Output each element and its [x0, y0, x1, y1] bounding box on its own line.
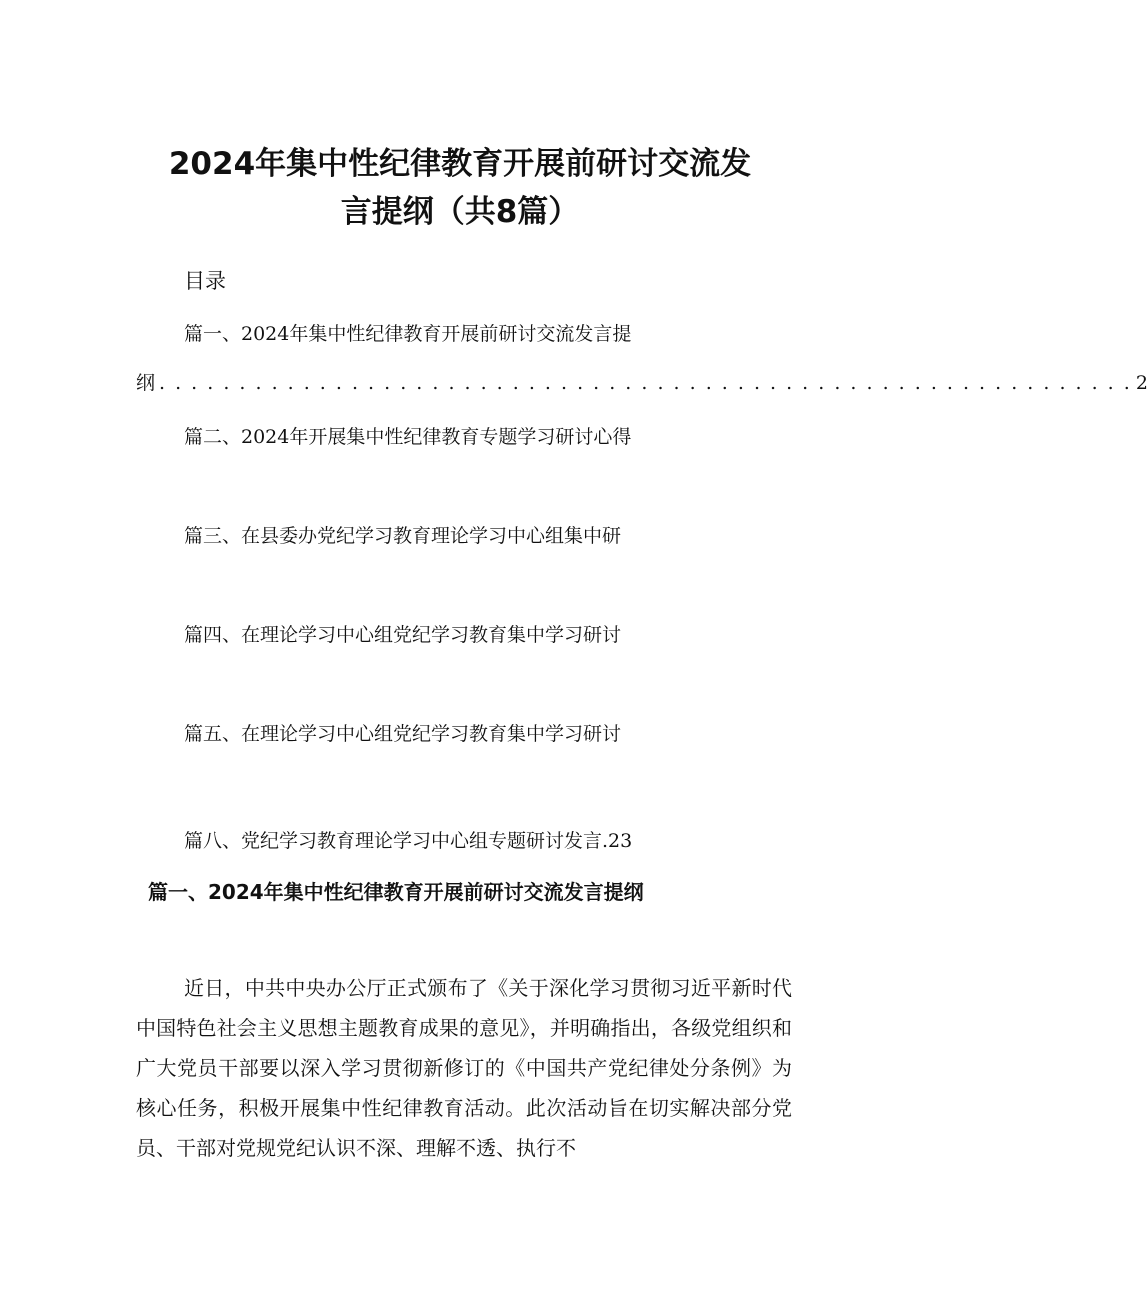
body-paragraph: 近日，中共中央办公厅正式颁布了《关于深化学习贯彻习近平新时代中国特色社会主义思想主题教育成果的意见》，并明确指出，各级党组织和广大党员干部要以深入学习贯彻新修订的《中国共产党纪律处分条例》为核心任务，积极开展集中性纪律教育活动。此次活动旨在切实解决部分党员、干部对党规党纪认识不深、理解不透、执行不	[136, 976, 792, 1160]
toc-entry-4[interactable]: 篇四、在理论学习中心组党纪学习教育集中学习研讨	[184, 624, 622, 646]
toc-entry-3[interactable]: 篇三、在县委办党纪学习教育理论学习中心组集中研	[184, 525, 622, 547]
toc-heading: 目录	[184, 269, 226, 293]
toc-entry-1-page: 2	[1135, 372, 1148, 394]
toc-entry-1[interactable]: 篇一、2024年集中性纪律教育开展前研讨交流发言提	[184, 323, 632, 345]
document-title-line-2: 言提纲（共8篇）	[340, 194, 580, 230]
document-title-line-1: 2024年集中性纪律教育开展前研讨交流发	[168, 146, 752, 182]
toc-entry-5[interactable]: 篇五、在理论学习中心组党纪学习教育集中学习研讨	[184, 723, 622, 745]
toc-entry-8[interactable]: 篇八、党纪学习教育理论学习中心组专题研讨发言.23	[184, 830, 633, 852]
toc-entry-1-continuation[interactable]	[136, 368, 1148, 395]
section-heading: 篇一、2024年集中性纪律教育开展前研讨交流发言提纲	[148, 880, 644, 904]
toc-entry-2[interactable]: 篇二、2024年开展集中性纪律教育专题学习研讨心得	[184, 426, 632, 448]
toc-leader-dots: . . . . . . . . . . . . . . . . . . . . . . . . . . . . . . . . . . . . . . . . . . . . . . . . . . . . . . . . . . . . .	[159, 372, 1132, 394]
toc-entry-1-tail: 纲	[136, 372, 156, 394]
